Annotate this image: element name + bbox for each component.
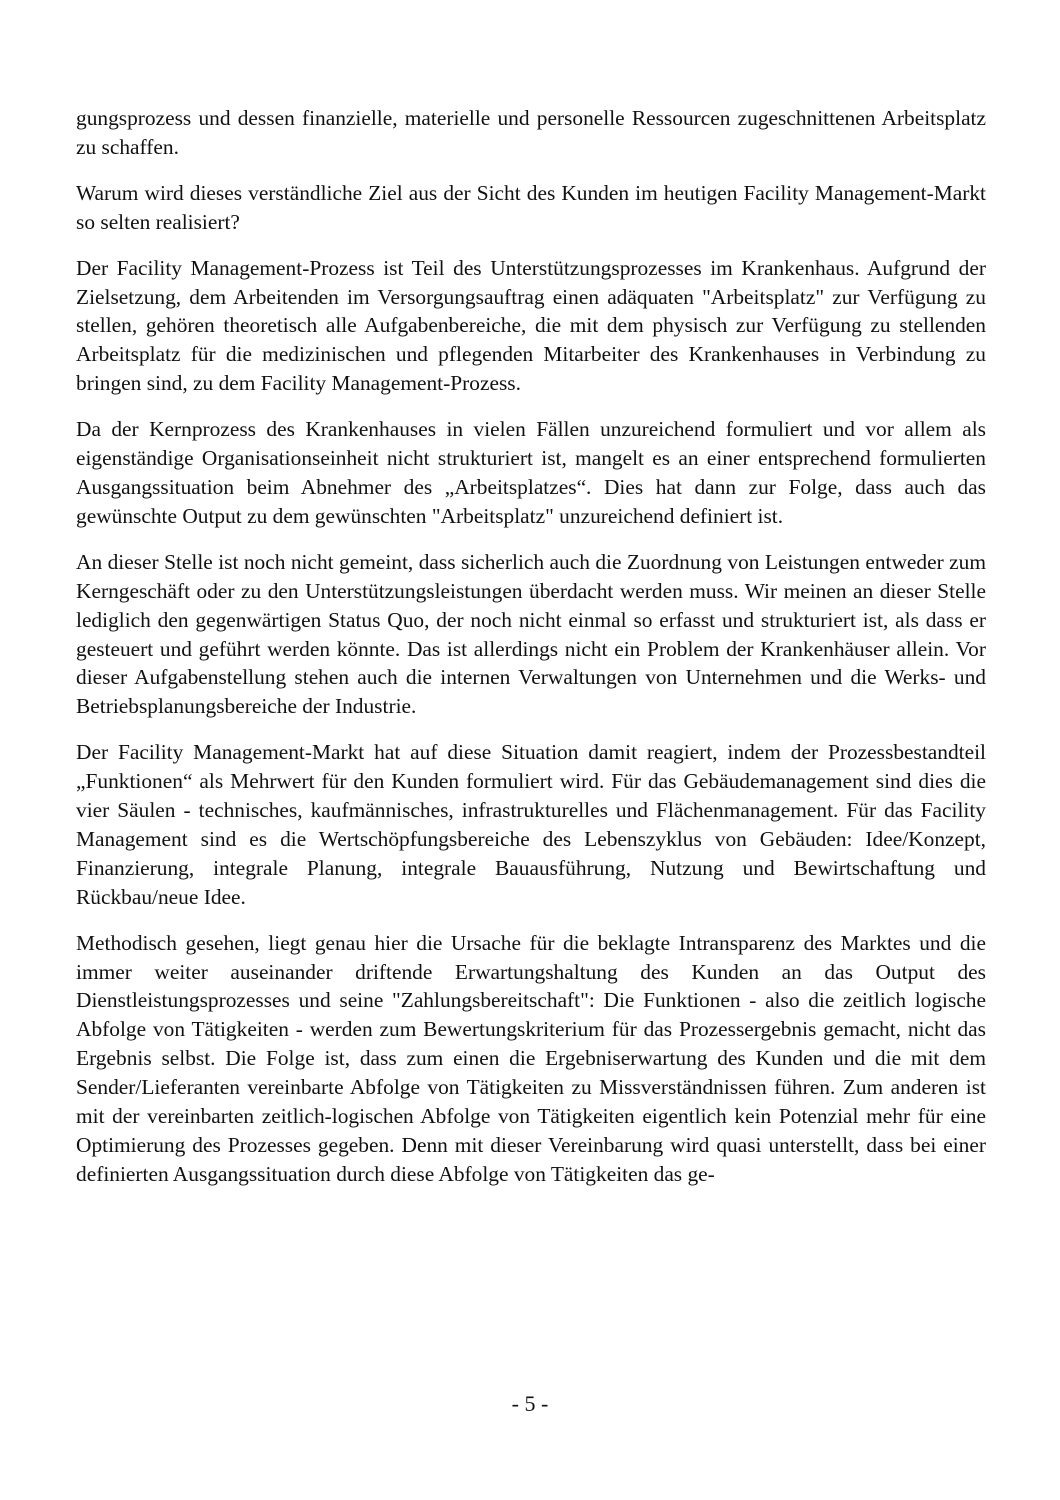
paragraph-7: Methodisch gesehen, liegt genau hier die Ursache für die beklagte Intransparenz des Marktes und die immer weiter auseinander driftende Erwartungshaltung des Kunden an das Output des Dienstleistungsprozesses und seine "Zahlungsbereitschaft": Die Funktionen - also die zeitlich logische Abfolge von Tätigkeiten - werden zum Bewertungskriterium für das Prozessergebnis gemacht, nicht das Ergebnis selbst. Die Folge ist, dass zum einen die Ergebniserwartung des Kunden und die mit dem Sender/Lieferanten vereinbarte Abfolge von Tätigkeiten zu Missverständnissen führen. Zum anderen ist mit der vereinbarten zeitlich-logischen Abfolge von Tätigkeiten eigentlich kein Potenzial mehr für eine Optimierung des Prozesses gegeben. Denn mit dieser Vereinbarung wird quasi unterstellt, dass bei einer definierten Ausgangssituation durch diese Abfolge von Tätigkeiten das ge-: [76, 930, 986, 1186]
paragraph-3: Der Facility Management-Prozess ist Teil des Unterstützungsprozesses im Krankenhaus. Aufgrund der Zielsetzung, dem Arbeitenden im Versorgungsauftrag einen adäquaten "Arbeitsplatz" zur Verfügung zu stellen, gehören theoretisch alle Aufgabenbereiche, die mit dem physisch zur Verfügung zu stellenden Arbeitsplatz für die medizinischen und pflegenden Mitarbeiter des Krankenhauses in Verbindung zu bringen sind, zu dem Facility Management-Prozess.: [76, 255, 986, 396]
paragraph-5: An dieser Stelle ist noch nicht gemeint, dass sicherlich auch die Zuordnung von Leistungen entweder zum Kerngeschäft oder zu den Unterstützungsleistungen überdacht werden muss. Wir meinen an dieser Stelle lediglich den gegenwärtigen Status Quo, der noch nicht einmal so erfasst und strukturiert ist, als dass er gesteuert und geführt werden könnte. Das ist allerdings nicht ein Problem der Krankenhäuser allein. Vor dieser Aufgabenstellung stehen auch die internen Verwaltungen von Unternehmen und die Werks- und Betriebsplanungsbereiche der Industrie.: [76, 549, 986, 719]
paragraph-4: Da der Kernprozess des Krankenhauses in vielen Fällen unzureichend formuliert und vor allem als eigenständige Organisationseinheit nicht strukturiert ist, mangelt es an einer entsprechend formulierten Ausgangssituation beim Abnehmer des „Arbeitsplatzes“. Dies hat dann zur Folge, dass auch das gewünschte Output zu dem gewünschten "Arbeitsplatz" unzureichend definiert ist.: [76, 417, 986, 528]
page-number: - 5 -: [511, 1391, 549, 1416]
paragraph-1: gungsprozess und dessen finanzielle, materielle und personelle Ressourcen zugeschnittenen Arbeitsplatz zu schaffen.: [76, 106, 986, 159]
paragraph-6: Der Facility Management-Markt hat auf diese Situation damit reagiert, indem der Prozessbestandteil „Funktionen“ als Mehrwert für den Kunden formuliert wird. Für das Gebäudemanagement sind dies die vier Säulen - technisches, kaufmännisches, infrastrukturelles und Flächenmanagement. Für das Facility Management sind es die Wertschöpfungsbereiche des Lebenszyklus von Gebäuden: Idee/Konzept, Finanzierung, integrale Planung, integrale Bauausführung, Nutzung und Bewirtschaftung und Rückbau/neue Idee.: [76, 740, 986, 909]
paragraph-2: Warum wird dieses verständliche Ziel aus der Sicht des Kunden im heutigen Facility Management-Markt so selten realisiert?: [76, 180, 986, 234]
document-body: [76, 104, 986, 1206]
